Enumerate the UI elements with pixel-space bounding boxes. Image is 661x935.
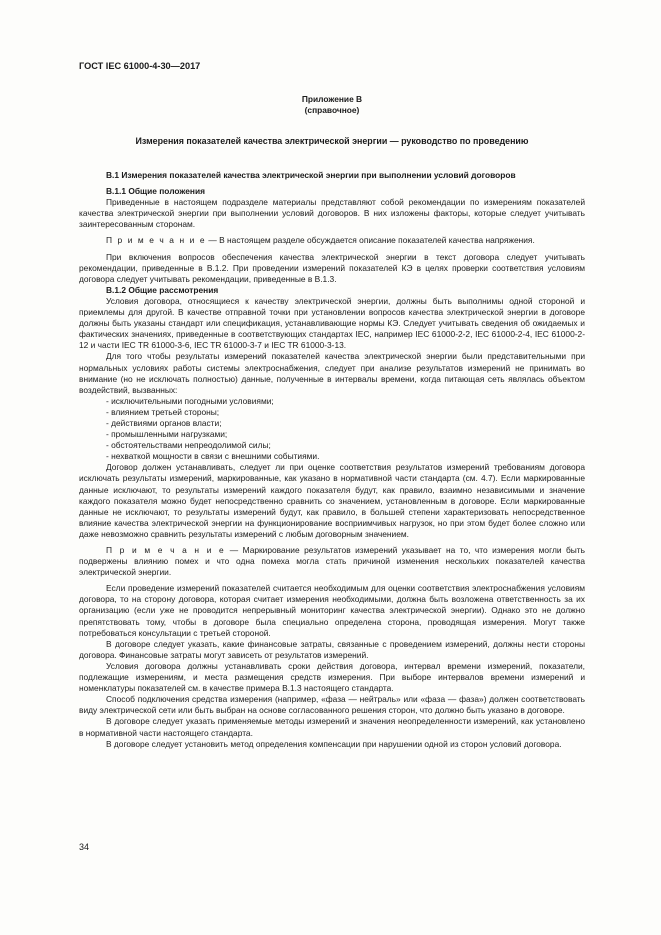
note-label: П р и м е ч а н и е	[106, 235, 207, 246]
body-text	[79, 170, 585, 750]
page-number: 34	[79, 842, 90, 852]
list-item: - влиянием третьей стороны;	[106, 406, 220, 417]
paragraph: Условия договора, относящиеся к качеству электрической энергии, должны быть выполнимы одной стороной и приемлемы для другой. В качестве отправной точки при установлении вопросов качества электрической энергии в договоре должны быть указаны стандарт или спецификация, устанавливающие нормы КЭ. Следует учитывать сведения об ожидаемых и фактических значениях, приведенные в соответствующих стандартах IEC, например IEC 61000-2-2, IEC 61000-2-4, IEC 61000-2-12 и части IEC TR 61000-3-6, IEC TR 61000-3-7 и IEC TR 61000-3-13.	[79, 295, 585, 351]
paragraph: Договор должен устанавливать, следует ли при оценке соответствия результатов измерений требованиям договора исключать результаты измерений, маркированные, как указано в нормативной части стандарта (см. 4.7). Если маркированные данные исключают, то результаты измерений каждого показателя будут, как правило, взаимно независимыми и значение каждого показателя можно будет непосредственно сравнить со значением, установленным в договоре. Если маркированные данные не исключают, то результаты измерений будут, как правило, в большей степени характеризовать непосредственное влияние качества электрической энергии на функционирование восприимчивых нагрузок, но при этом будет более сложно или даже невозможно сравнить результаты измерений с любым договорным значением.	[79, 462, 585, 539]
appendix-title: Приложение В	[301, 94, 363, 104]
note-2	[79, 545, 585, 578]
note-1	[79, 235, 585, 246]
note-text: — Маркирование результатов измерений указывает на то, что измерения могли быть подвержены влиянию помех и что одна помеха могла стать причиной изменения нескольких показателей качества электрической энергии.	[79, 545, 585, 578]
paragraph: В договоре следует указать применяемые методы измерений и значения неопределенности измерений, как установлено в нормативной части настоящего стандарта.	[79, 716, 585, 738]
paragraph: В договоре следует указать, какие финансовые затраты, связанные с проведением измерений, должны нести стороны договора. Финансовые затраты могут зависеть от результатов измерений.	[79, 638, 585, 660]
paragraph: Условия договора должны устанавливать сроки действия договора, интервал времени измерений, показатели, подлежащие измерениям, и места размещения средств измерения. При выборе интервалов времени измерений и номенклатуры показателей см. в качестве примера В.1.3 настоящего стандарта.	[79, 660, 585, 694]
paragraph: В договоре следует установить метод определения компенсации при нарушении одной из сторон условий договора.	[106, 738, 562, 749]
paragraph: Способ подключения средства измерения (например, «фаза — нейтраль» или «фаза — фаза») должен соответствовать виду электрической сети или быть выбран на основе согласованного решения сторон, что должно быть указано в договоре.	[79, 694, 585, 716]
list-item: - нехваткой мощности в связи с внешними событиями.	[106, 451, 320, 462]
paragraph: При включения вопросов обеспечения качества электрической энергии в текст договора следует учитывать рекомендации, приведенные в В.1.2. При проведении измерений показателей КЭ в целях проверки соответствия условиям договора следует учитывать рекомендации, приведенные в В.1.3.	[79, 251, 585, 284]
paragraph: Для того чтобы результаты измерений показателей качества электрической энергии были представительными при нормальных условиях работы системы электроснабжения, следует при анализе результатов измерений не принимать во внимание (но не исключать полностью) данные, полученные в интервалы времени, когда питающая сеть являлась объектом воздействий, вызванных:	[79, 351, 585, 395]
standard-designation: ГОСТ IEC 61000-4-30—2017	[79, 61, 201, 71]
note-label: П р и м е ч а н и е	[106, 545, 226, 555]
section-b11-heading: В.1.1 Общие положения	[106, 186, 205, 197]
note-text: — В настоящем разделе обсуждается описание показателей качества напряжения.	[206, 235, 535, 246]
list-item: - обстоятельствами непреодолимой силы;	[106, 440, 271, 451]
list-item: - промышленными нагрузками;	[106, 429, 228, 440]
list-item: - действиями органов власти;	[106, 417, 222, 428]
paragraph: Приведенные в настоящем подразделе материалы представляют собой рекомендации по измерениям показателей качества электрической энергии при выполнении условий договоров. В них изложены факторы, которые следует учитывать заинтересованным сторонам.	[79, 197, 585, 230]
appendix-subtitle: (справочное)	[304, 105, 360, 115]
appendix-heading: Измерения показателей качества электрической энергии — руководство по проведению	[135, 136, 529, 146]
section-b1-heading: В.1 Измерения показателей качества электрической энергии при выполнении условий договоров	[106, 170, 516, 180]
list-item: - исключительными погодными условиями;	[106, 395, 274, 406]
paragraph: Если проведение измерений показателей считается необходимым для оценки соответствия электроснабжения условиям договора, то на сторону договора, которая считает измерения необходимыми, должна быть возложена ответственность за их организацию (если уже не проводится непрерывный мониторинг качества электрической энергии). Однако это не должно препятствовать тому, чтобы в договоре была специально определена сторона, проводящая измерения. Могут также потребоваться консультации с третьей стороной.	[79, 583, 585, 638]
section-b12-heading: В.1.2 Общие рассмотрения	[106, 284, 219, 295]
